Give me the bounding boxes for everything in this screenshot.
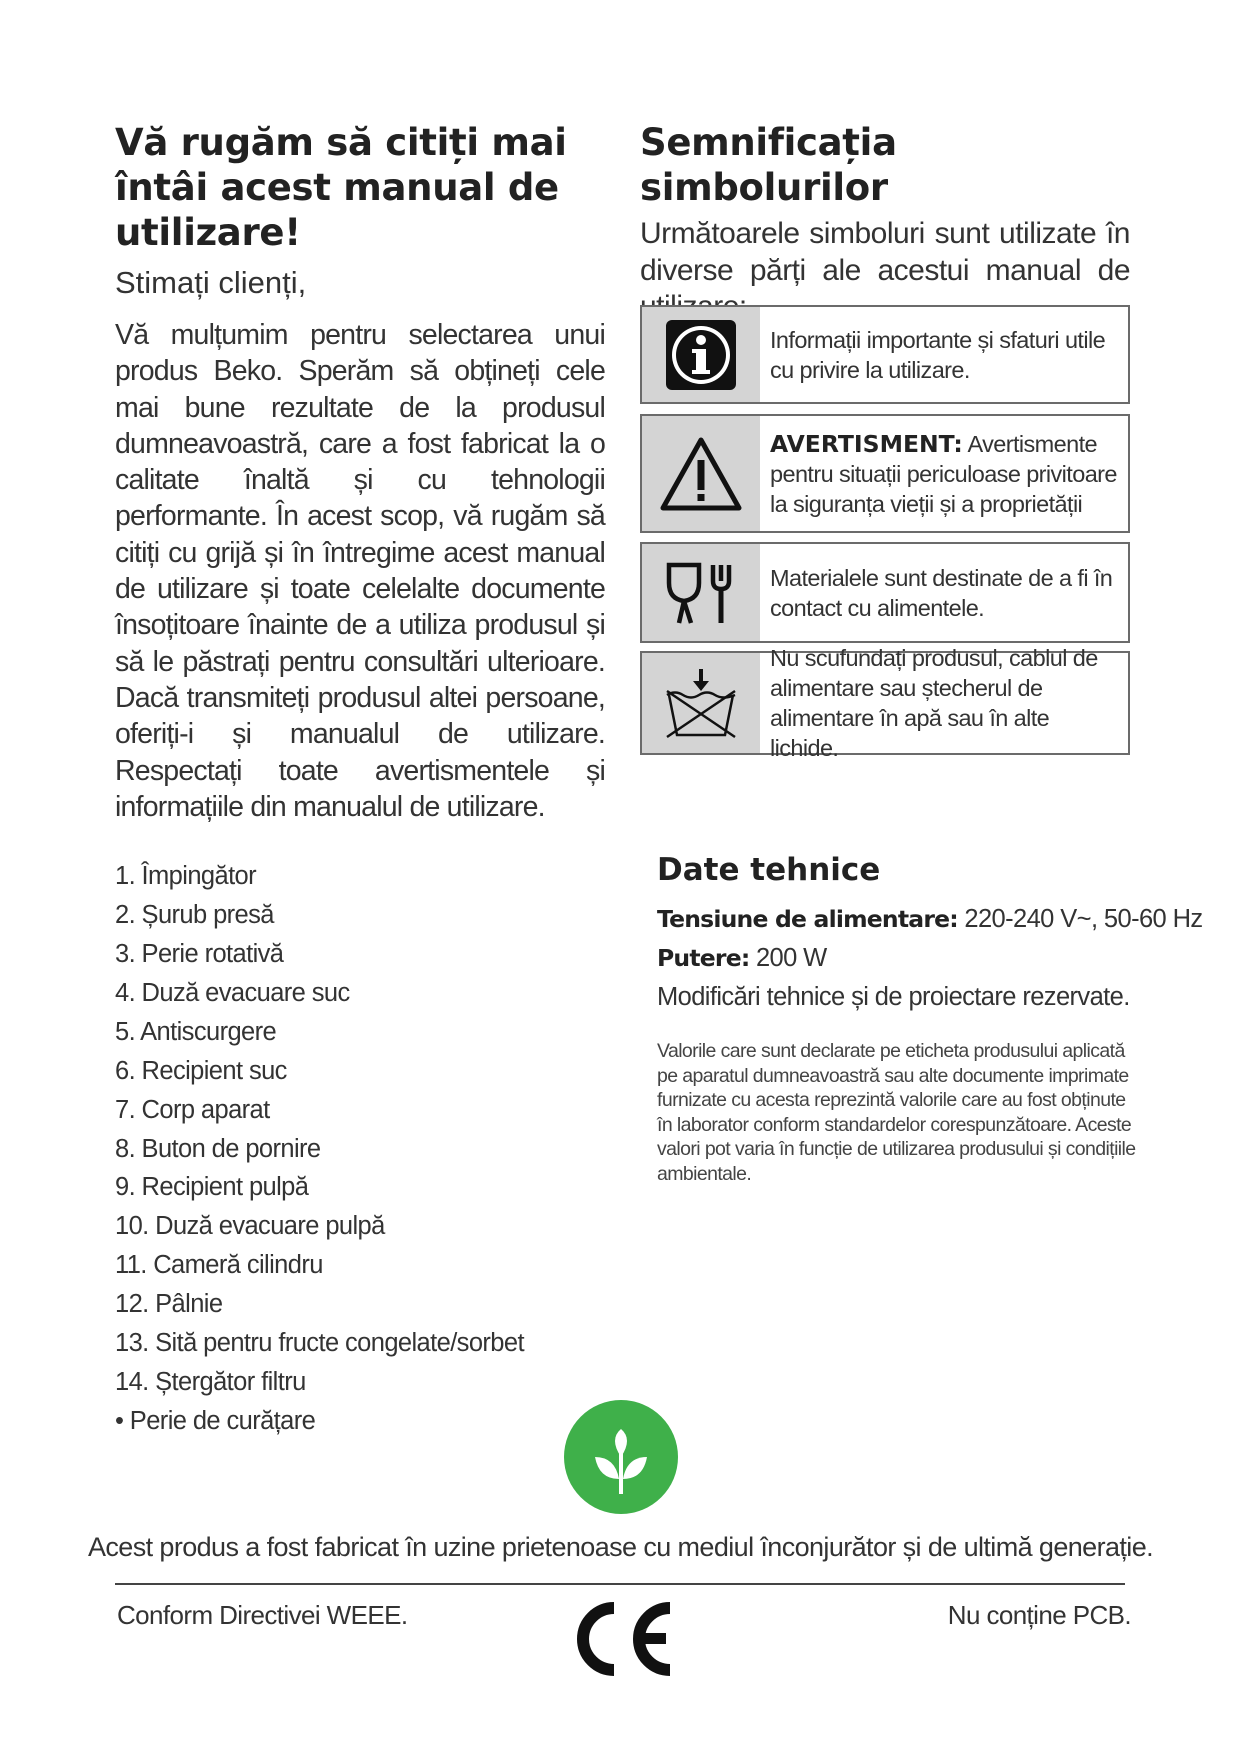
food-contact-symbol-box <box>640 542 1130 643</box>
warning-label: AVERTISMENT: <box>770 429 963 458</box>
right-column <box>640 120 1130 761</box>
no-immersion-icon <box>642 653 760 753</box>
list-item: 9. Recipient pulpă <box>115 1173 309 1202</box>
info-icon <box>642 307 760 402</box>
food-contact-icon <box>642 544 760 641</box>
list-item: 6. Recipient suc <box>115 1056 287 1085</box>
power-row <box>657 939 1137 978</box>
power-label: Putere: <box>657 944 750 972</box>
power-value: 200 W <box>749 944 827 972</box>
eco-statement: Acest produs a fost fabricat în uzine prietenoase cu mediul înconjurător și de ultimă generație. <box>87 1532 1154 1562</box>
values-note: Valorile care sunt declarate pe eticheta produsului aplicată pe aparatul dumneavoastră sau alte documente imprimate furnizate cu acesta reprezintă valorile care au fost obținute în laborator conform standardelor corespunzătoare. Aceste valori pot varia în funcție de utilizarea produsului și condițiile ambientale. <box>657 1040 1136 1185</box>
intro-paragraph: Vă mulțumim pentru selectarea unui produs Beko. Sperăm să obțineți cele mai bune rezultate de la produsul dumneavoastră, care a fost fabricat la o calitate înaltă și cu tehnologii performante. În acest scop, vă rugăm să citiți cu grijă și în întregime acest manual de utilizare și toate celelalte documente însoțitoare înainte de a utiliza produsul și să le păstrați pentru consultări ulterioare. Dacă transmiteți produsul altei persoane, oferiți-i și manualul de utilizare. Respectați toate avertismentele și informațiile din manualul de utilizare. <box>115 319 605 823</box>
parts-list <box>115 857 605 1402</box>
voltage-label: Tensiune de alimentare: <box>657 905 958 933</box>
warning-description: Avertismente pentru situații periculoase privitoare la siguranța vieții și a proprietății <box>770 430 1117 517</box>
greeting: Stimați clienți, <box>115 265 307 300</box>
list-item: 3. Perie rotativă <box>115 939 284 968</box>
cleaning-brush-item: • Perie de curățare <box>115 1406 316 1435</box>
list-item: 5. Antiscurgere <box>115 1017 277 1046</box>
symbols-intro: Următoarele simboluri sunt utilizate în diverse părți ale acestui manual de <box>640 217 1130 287</box>
list-item: 13. Sită pentru fructe congelate/sorbet <box>115 1329 524 1358</box>
list-item: 4. Duză evacuare suc <box>115 978 350 1007</box>
symbols-title: Semnificația simbolurilor <box>640 121 897 209</box>
list-item: 10. Duză evacuare pulpă <box>115 1212 385 1241</box>
info-symbol-box <box>640 305 1130 404</box>
voltage-value: 220-240 V~, 50-60 Hz <box>957 905 1203 933</box>
weee-statement: Conform Directivei WEEE. <box>117 1600 408 1630</box>
ce-mark-icon <box>570 1600 675 1678</box>
list-item: 8. Buton de pornire <box>115 1134 321 1163</box>
technical-data <box>657 852 1203 1187</box>
left-column <box>115 120 605 1441</box>
no-immersion-symbol-box <box>640 645 1130 761</box>
page-title: Vă rugăm să citiți mai întâi acest manual de utilizare! <box>115 121 567 254</box>
warning-icon <box>642 416 760 531</box>
info-text: Informații importante și sfaturi utile cu privire la utilizare. <box>770 326 1106 383</box>
warning-text <box>760 416 1128 531</box>
list-item: 12. Pâlnie <box>115 1290 223 1319</box>
list-item: 7. Corp aparat <box>115 1095 270 1124</box>
list-item: 11. Cameră cilindru <box>115 1251 323 1280</box>
no-immersion-text: Nu scufundați produsul, cablul de alimentare sau ștecherul de alimentare în apă sau în alte lichide. <box>770 645 1098 761</box>
reserved-note: Modificări tehnice și de proiectare rezervate. <box>657 983 1130 1011</box>
voltage-row <box>657 900 1203 939</box>
warning-symbol-box <box>640 414 1130 533</box>
tech-title: Date tehnice <box>657 852 881 888</box>
list-item: 1. Împingător <box>115 862 257 891</box>
food-contact-text: Materialele sunt destinate de a fi în contact cu alimentele. <box>770 564 1113 621</box>
list-item: 14. Ștergător filtru <box>115 1367 306 1396</box>
divider <box>115 1583 1125 1585</box>
list-item: 2. Șurub presă <box>115 901 274 930</box>
pcb-statement: Nu conține PCB. <box>947 1600 1131 1630</box>
eco-leaf-icon <box>563 1399 679 1515</box>
